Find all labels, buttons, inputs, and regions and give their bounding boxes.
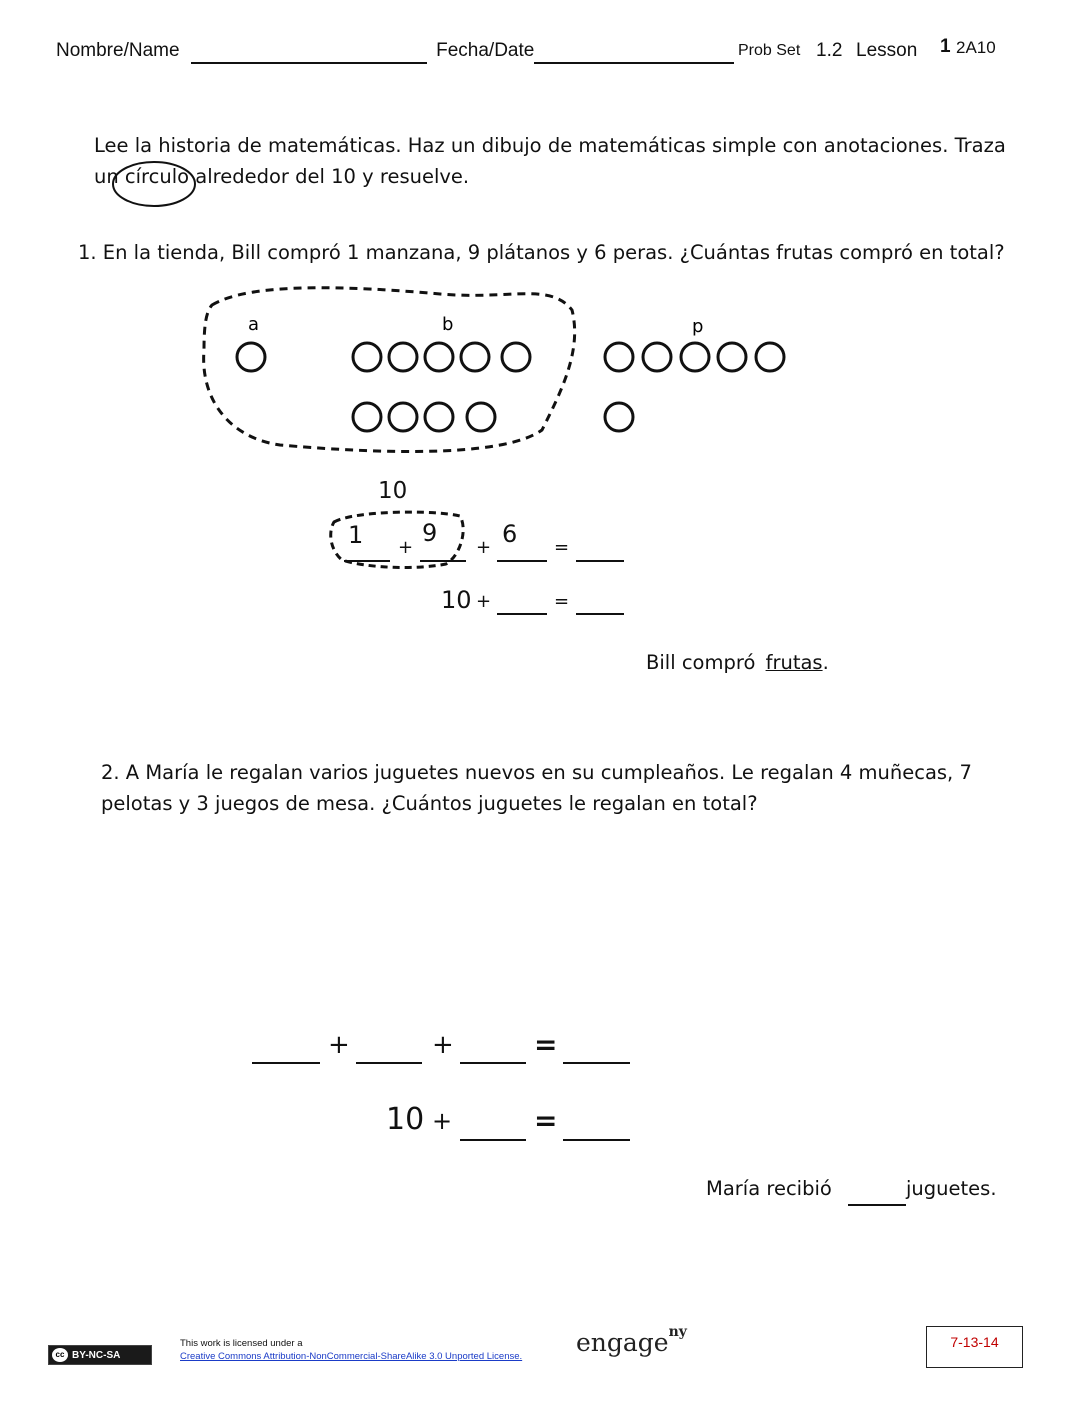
p2-blank-4[interactable] [460,1136,526,1141]
pear-circle [756,343,784,371]
problem-2-line-1: 2. A María le regalan varios juguetes nuevos en su cumpleaños. Le regalan 4 muñecas, 7 [101,761,972,784]
pear-circle [605,403,633,431]
answer-blank[interactable]: frutas [765,651,823,674]
pear-circle [643,343,671,371]
p2-blank-2[interactable] [356,1059,422,1064]
sum-blank[interactable] [576,558,624,562]
blank-3[interactable] [497,558,547,562]
plus-sign: + [328,1030,350,1060]
banana-circle [461,343,489,371]
sum-blank-2[interactable] [576,611,624,615]
pear-circle [681,343,709,371]
p2-sum-blank[interactable] [563,1059,630,1064]
plus-sign: + [398,537,414,558]
addend-9: 9 [422,519,438,547]
label-a: a [248,314,260,335]
lesson-label: Lesson [856,40,918,61]
p2-blank-1[interactable] [252,1059,320,1064]
instructions-line-1: Lee la historia de matemáticas. Haz un dibujo de matemáticas simple con anotaciones. Traza [94,134,1006,157]
fruit-drawing [190,280,810,470]
plus-sign: + [476,591,492,612]
plus-sign: + [432,1107,453,1135]
cc-license-badge[interactable] [48,1345,152,1365]
banana-circle [389,343,417,371]
cc-icon: cc [52,1348,68,1362]
cc-badge-text: BY-NC-SA [72,1349,121,1361]
name-label: Nombre/Name [56,40,180,61]
date-box: 7-13-14 [926,1326,1023,1368]
prob-set-label: Prob Set [738,42,801,59]
problem-2-answer [706,1173,997,1206]
banana-circle [389,403,417,431]
lesson-code: 2A10 [956,38,996,57]
license-link[interactable]: Creative Commons Attribution-NonCommercial-ShareAlike 3.0 Unported License. [180,1351,523,1362]
equals-sign: = [554,537,570,558]
answer-prefix: Bill compró [646,651,756,674]
equals-sign: = [554,591,570,612]
ten-addend: 10 [441,586,472,614]
pear-circle [718,343,746,371]
answer-prefix: María recibió [706,1177,832,1200]
banana-circle [425,403,453,431]
apple-circle [237,343,265,371]
answer-blank[interactable] [848,1173,906,1206]
blank-4[interactable] [497,611,547,615]
brand-sup: ny [668,1323,687,1340]
blank-2[interactable] [420,558,466,562]
addend-6: 6 [502,520,518,548]
answer-word: juguetes. [906,1177,997,1200]
p2-sum-blank-2[interactable] [563,1136,630,1141]
problem-1-answer [646,647,829,678]
plus-sign: + [476,537,492,558]
header-row [56,40,734,64]
ten-addend: 10 [386,1102,425,1137]
pear-circle [605,343,633,371]
answer-period: . [822,651,829,674]
p2-blank-3[interactable] [460,1059,526,1064]
equals-sign: = [534,1028,558,1061]
banana-circle [502,343,530,371]
problem-2-line-2: pelotas y 3 juegos de mesa. ¿Cuántos juguetes le regalan en total? [101,792,758,815]
banana-circle [353,343,381,371]
label-b: b [442,314,454,335]
ten-label: 10 [378,478,408,504]
problem-1-text: 1. En la tienda, Bill compró 1 manzana, 9 plátanos y 6 peras. ¿Cuántas frutas compró en total? [78,241,1005,264]
banana-circle [425,343,453,371]
blank-1[interactable] [344,558,390,562]
label-p: p [692,316,704,337]
license-line-1: This work is licensed under a [180,1338,303,1349]
name-field[interactable] [191,40,427,64]
lesson-id: 1 [940,36,951,57]
addend-1: 1 [348,521,364,549]
date-label: Fecha/Date [436,40,535,61]
equals-sign: = [534,1104,558,1137]
banana-circle [353,403,381,431]
lesson-number: 1.2 [816,40,843,61]
circle-annotation [110,156,202,210]
banana-circle [467,403,495,431]
instructions-line-2: un círculo alrededor del 10 y resuelve. [94,165,470,188]
date-field[interactable] [534,40,734,64]
brand-text: engage [576,1328,669,1357]
plus-sign: + [432,1030,454,1060]
engageny-logo [576,1323,687,1357]
